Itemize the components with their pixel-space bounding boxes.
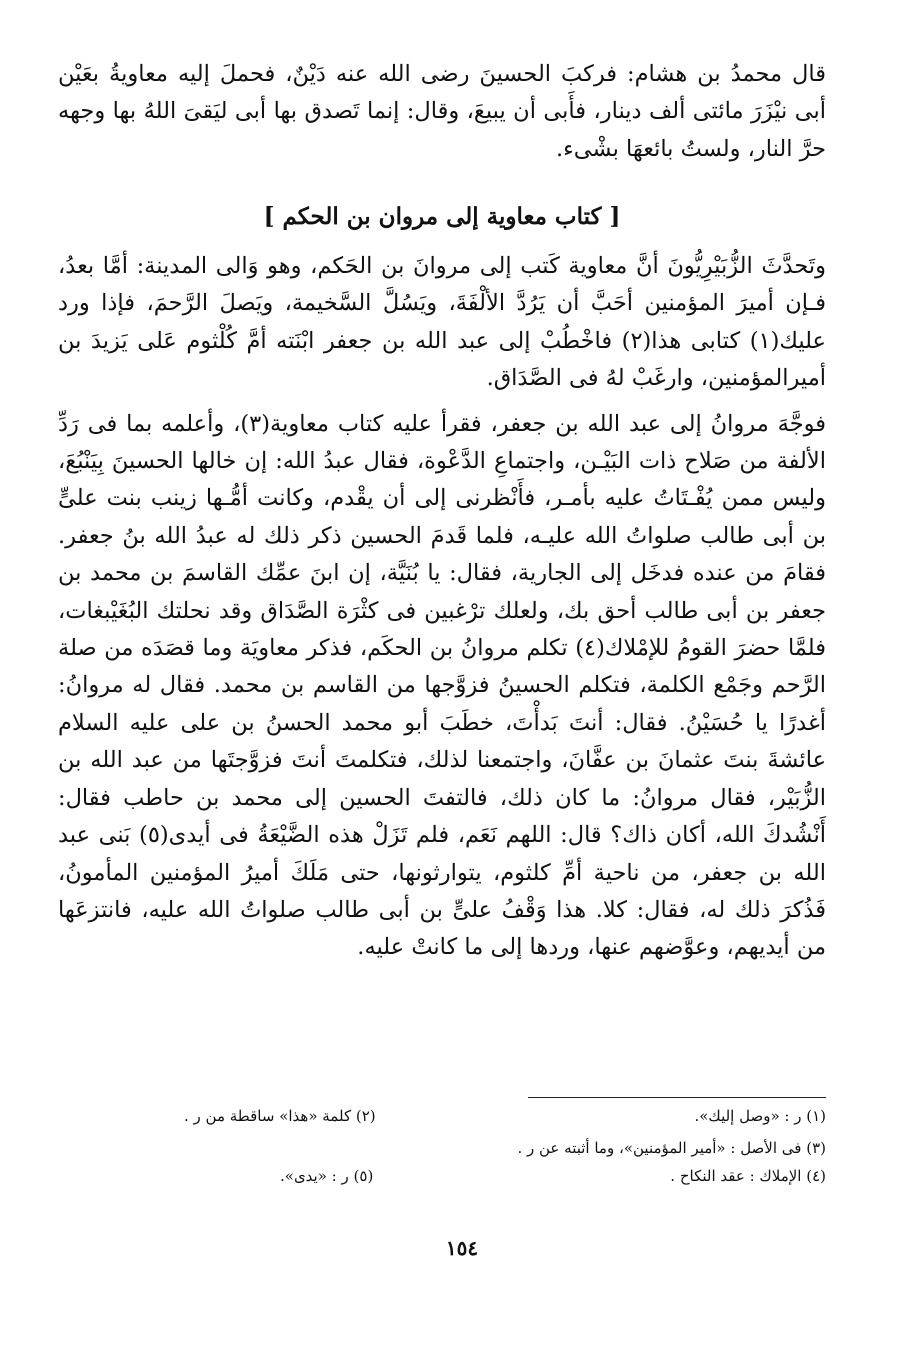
footnote-separator bbox=[528, 1097, 826, 1098]
paragraph-marwan-marriage-story: فوجَّهَ مروانُ إلى عبد الله بن جعفر، فقرأ عليه كتاب معاوية(٣)، وأعلمه بما فى رَدِّ الألفة من صَلاح ذات البَيْـن، واجتماعِ الدَّعْوة، فقال عبدُ الله: إن خالها الحسينَ بِيَنْبُعَ، وليس ممن يُفْـتَاتُ عليه بأمـر، فأَنْظرنى إلى أن يقْدم، وكانت أمُّـها زينب بنت علىٍّ بن أبى طالب صلواتُ الله عليـه، فلما قَدمَ الحسين ذكر ذلك له عبدُ الله بنُ جعفر. فقامَ من عنده فدخَل إلى الجارية، فقال: يا بُنَيَّة، إن ابنَ عمِّك القاسمَ بن محمد بن جعفر بن أبى طالب أحق بك، ولعلك ترْغبين فى كثْرَة الصَّدَاق وقد نحلتك البُغَيْبغات، فلمَّا حضرَ القومُ للإمْلاك(٤) تكلم مروانُ بن الحكَم، فذكر معاويَة وما قصَدَه من صلة الرَّحم وجَمْع الكلمة، فتكلم الحسينُ فزوَّجها من القاسم بن محمد. فقال له مروانُ: أغدرًا يا حُسَيْنُ. فقال: أنتَ بَدأْتَ، خطَبَ أبو محمد الحسنُ بن على عليه السلام عائشةَ بنتَ عثمانَ بن عفَّانَ، واجتمعنا لذلك، فتكلمتَ أنتَ فزوَّجتَها من عبد الله بن الزُّبَيْر، فقال مروانُ: ما كان ذلك، فالتفتَ الحسين إلى محمد بن حاطب فقال: أَنْشُدكَ الله، أكان ذاك؟ قال: اللهم نَعَم، فلم تَزَلْ هذه الضَّيْعَةُ فى أيدى(٥) بَنى عبد الله بن جعفر، من ناحية أمِّ كلثوم، يتوارثونها، حتى مَلَكَ أميرُ المؤمنين المأمونُ، فَذُكرَ ذلك له، فقال: كلا. هذا وَقْفُ علىٍّ بن أبى طالب صلواتُ الله عليه، فانتزعَها من أيديهم، وعوَّضهم عنها، وردها إلى ما كانتْ عليه. bbox=[58, 410, 827, 961]
page-number: ١٥٤ bbox=[445, 1236, 479, 1260]
footnote-3: (٣) فى الأصل : «أمير المؤمنين»، وما أثبته عن ر . bbox=[517, 1139, 826, 1157]
paragraph-zubayri-narration: وتَحدَّثَ الزُّبَيْرِيُّونَ أنَّ معاوية كَتب إلى مروانَ بن الحَكم، وهو وَالى المدينة: أمَّا بعدُ، فـإن أميرَ المؤمنين أحَبَّ أن يَرُدَّ الألْفَةَ، ويَسُلَّ السَّخيمة، ويَصلَ الرَّحمَ، فإذا ورد عليك(١) كتابى هذا(٢) فاخْطُبْ إلى عبد الله بن جعفر ابْنَته أمَّ كُلْثوم عَلى يَزيدَ بن أميرالمؤمنين، وارغَبْ لهُ فى الصَّدَاق. bbox=[58, 253, 826, 392]
footnote-5: (٥) ر : «يدى». bbox=[280, 1167, 374, 1185]
footnote-4: (٤) الإملاك : عقد النكاح . bbox=[670, 1167, 826, 1185]
paragraph-hisham-account: قال محمدُ بن هشام: فركبَ الحسينَ رضى الله عنه دَيْنٌ، فحملَ إليه معاويةُ بعَيْن أبى نيْزَرَ مائتى ألف دينار، فأَبى أن يبيعَ، وقال: إنما تَصدق بها أبى ليَقىَ اللهُ بها وجهه حرَّ النار، ولستُ بائعهَا بشْىء. bbox=[58, 61, 826, 162]
section-title: [ كتاب معاوية إلى مروان بن الحكم ] bbox=[263, 203, 621, 230]
opening-paragraph-block bbox=[58, 56, 826, 168]
body-text-block bbox=[58, 248, 826, 967]
footnote-1: (١) ر : «وصل إليك». bbox=[694, 1107, 826, 1125]
footnote-2: (٢) كلمة «هذا» ساقطة من ر . bbox=[184, 1107, 376, 1125]
